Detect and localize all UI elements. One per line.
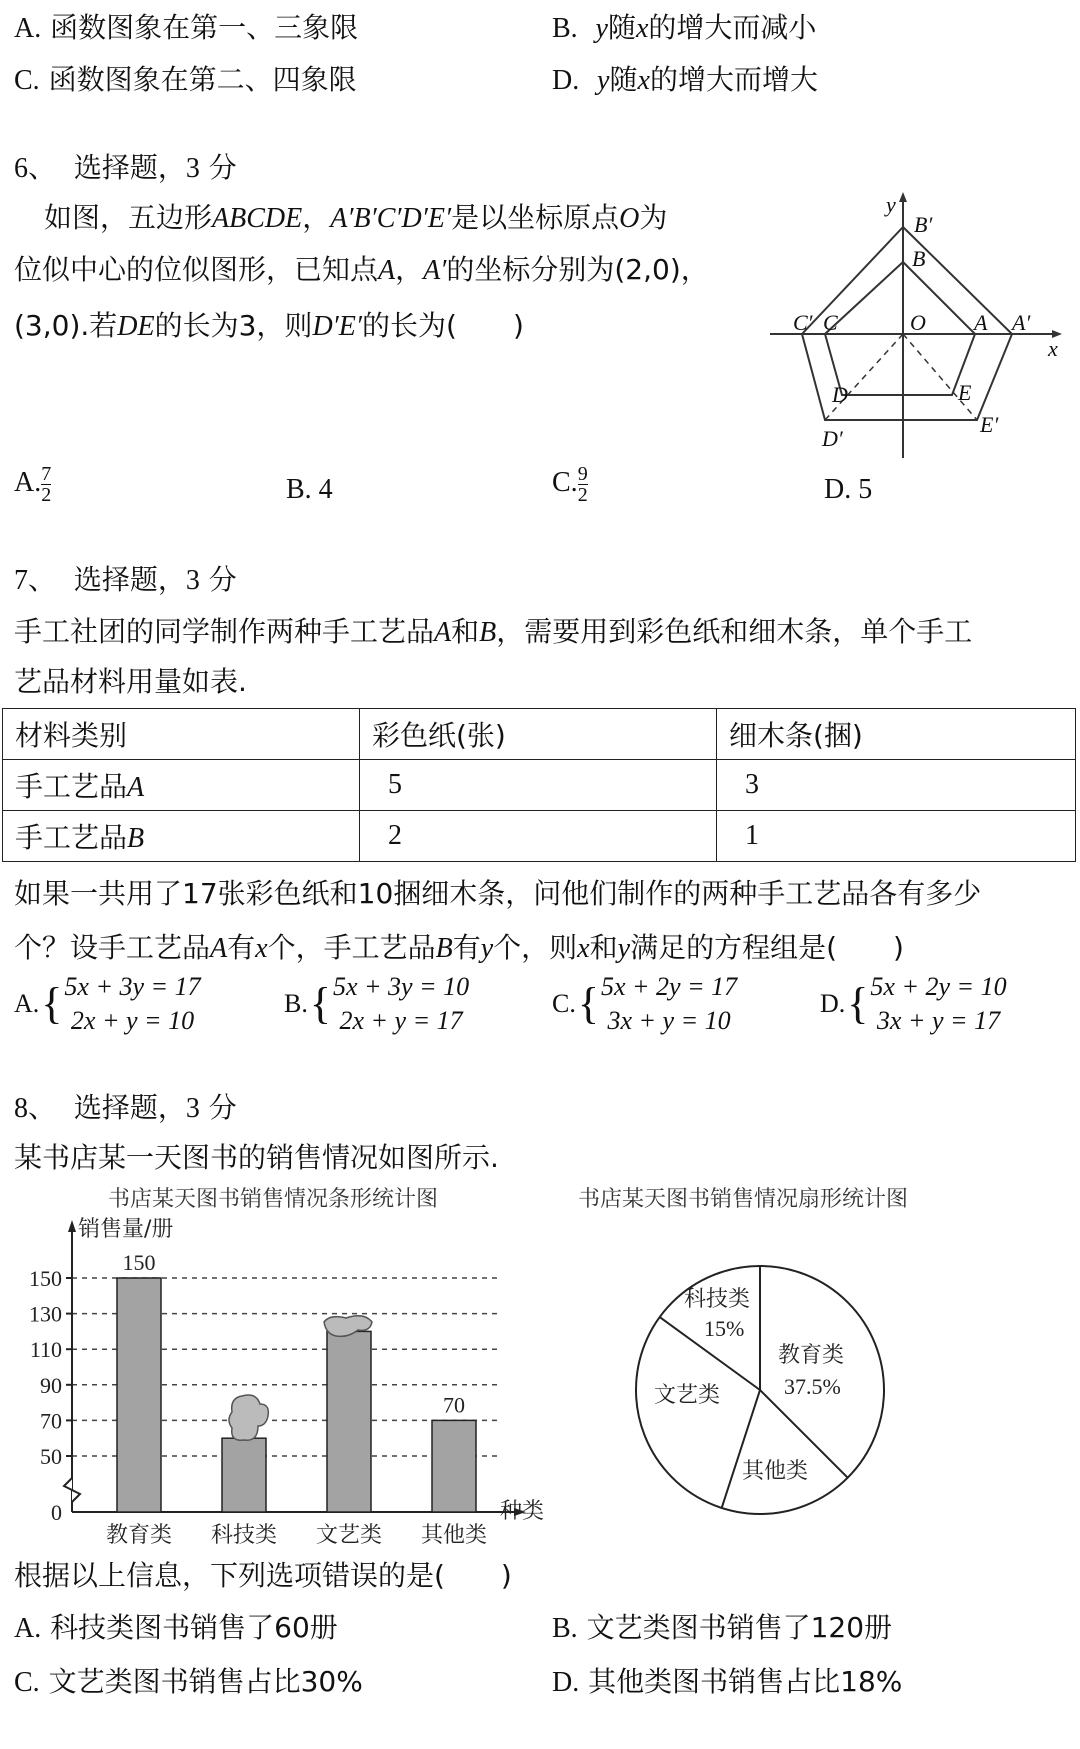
label-D-prime: D′ bbox=[822, 426, 843, 451]
bar-4 bbox=[432, 1420, 476, 1512]
bar-chart-title: 书店某天图书销售情况条形统计图 bbox=[108, 1187, 439, 1212]
label-B: B bbox=[912, 246, 926, 271]
label-B-prime: B′ bbox=[914, 212, 933, 237]
label-E-prime: E′ bbox=[980, 412, 999, 437]
inner-pentagon bbox=[825, 262, 975, 395]
bar-chart bbox=[0, 1178, 560, 1548]
label-E: E bbox=[958, 380, 972, 405]
q6-stem-line1: 如图，五边形ABCDE，A′B′C′D′E′是以坐标原点O为 bbox=[44, 201, 668, 234]
bar-3 bbox=[327, 1331, 371, 1512]
pie-chart bbox=[560, 1178, 1080, 1538]
q6-header: 6、 选择题，3 分 bbox=[14, 151, 237, 184]
table-cell: 5 bbox=[360, 760, 717, 811]
bar-category-label: 文艺类 bbox=[315, 1523, 383, 1548]
q6-stem-line3: (3,0).若DE的长为3，则D′E′的长为( ) bbox=[14, 309, 524, 342]
table-row bbox=[3, 760, 1076, 811]
q7-material-table bbox=[2, 708, 1076, 862]
table-cell: 3 bbox=[717, 760, 1076, 811]
q6-option-d: D. 5 bbox=[824, 474, 873, 505]
pie-label-tech: 科技类 bbox=[684, 1287, 751, 1312]
table-header-row bbox=[3, 709, 1076, 760]
q7-stem-line3: 如果一共用了17张彩色纸和10捆细木条，问他们制作的两种手工艺品各有多少 bbox=[14, 877, 982, 910]
table-header-cell: 细木条(捆) bbox=[717, 709, 1076, 760]
bar-2 bbox=[222, 1438, 266, 1512]
bar-data-label: 70 bbox=[443, 1392, 465, 1418]
bar-y-tick-label: 130 bbox=[29, 1301, 62, 1327]
label-C-prime: C′ bbox=[793, 310, 813, 335]
q5-option-a: A. 函数图象在第一、三象限 bbox=[14, 11, 359, 44]
label-y: y bbox=[886, 192, 896, 217]
q7-option-d: D. { 5x + 2y = 10 3x + y = 17 bbox=[820, 972, 1007, 1035]
q8-option-b: B. 文艺类图书销售了120册 bbox=[552, 1611, 893, 1644]
q6-option-a: A. $\frac{7}{2}$ bbox=[14, 463, 52, 506]
bar-y-label: 销售量/册 bbox=[78, 1217, 174, 1242]
q8-option-c: C. 文艺类图书销售占比30% bbox=[14, 1665, 363, 1698]
bar-x-label: 种类 bbox=[500, 1499, 545, 1524]
pie-pct-tech: 15% bbox=[704, 1316, 745, 1341]
q8-header: 8、 选择题，3 分 bbox=[14, 1091, 237, 1124]
q7-option-a: A. { 5x + 3y = 17 2x + y = 10 bbox=[14, 972, 201, 1035]
ink-blot-tech bbox=[229, 1395, 268, 1440]
q7-option-b: B. { 5x + 3y = 10 2x + y = 17 bbox=[284, 972, 470, 1035]
bar-y-tick-label: 90 bbox=[40, 1372, 62, 1398]
q7-stem-line1: 手工社团的同学制作两种手工艺品A和B，需要用到彩色纸和细木条，单个手工 bbox=[14, 615, 973, 648]
q7-stem-line4: 个？设手工艺品A有x个，手工艺品B有y个，则x和y满足的方程组是( ) bbox=[14, 931, 904, 964]
table-cell: 手工艺品B bbox=[3, 811, 360, 862]
q6-pentagon-figure bbox=[760, 190, 1080, 465]
pie-label-arts: 文艺类 bbox=[654, 1383, 721, 1408]
pie-label-education: 教育类 bbox=[778, 1343, 845, 1368]
bar-y-tick-label: 70 bbox=[40, 1408, 62, 1434]
bar-y-tick-label: 50 bbox=[40, 1444, 62, 1469]
q5-option-c: C. 函数图象在第二、四象限 bbox=[14, 63, 357, 96]
bar-1 bbox=[117, 1278, 161, 1512]
q6-option-c: C. $\frac{9}{2}$ bbox=[552, 463, 588, 506]
label-A-prime: A′ bbox=[1012, 310, 1031, 335]
bar-y-tick-label: 150 bbox=[29, 1266, 62, 1291]
table-row bbox=[3, 811, 1076, 862]
bar-category-label: 其他类 bbox=[420, 1523, 488, 1548]
q5-option-d: D. y随x的增大而增大 bbox=[552, 63, 818, 96]
q8-option-d: D. 其他类图书销售占比18% bbox=[552, 1665, 903, 1698]
axis-break bbox=[64, 1478, 80, 1502]
bar-data-label: 150 bbox=[122, 1250, 156, 1275]
table-cell: 手工艺品A bbox=[3, 760, 360, 811]
q7-option-c: C. { 5x + 2y = 17 3x + y = 10 bbox=[552, 972, 738, 1035]
pie-label-other: 其他类 bbox=[742, 1459, 809, 1484]
pie-chart-title: 书店某天图书销售情况扇形统计图 bbox=[578, 1187, 909, 1212]
q8-question: 根据以上信息，下列选项错误的是( ) bbox=[14, 1559, 512, 1592]
q7-header: 7、 选择题，3 分 bbox=[14, 563, 237, 596]
label-O: O bbox=[910, 310, 926, 335]
label-x: x bbox=[1048, 336, 1058, 361]
bar-y-tick-label: 0 bbox=[51, 1500, 62, 1525]
bar-category-label: 科技类 bbox=[210, 1523, 278, 1548]
q8-option-a: A. 科技类图书销售了60册 bbox=[14, 1611, 338, 1644]
table-cell: 2 bbox=[360, 811, 717, 862]
bar-y-axis-arrow bbox=[68, 1220, 76, 1232]
label-A: A bbox=[974, 310, 988, 335]
q5-option-b: B. y随x的增大而减小 bbox=[552, 11, 817, 44]
q6-stem-line2: 位似中心的位似图形，已知点A，A′的坐标分别为(2,0)， bbox=[14, 253, 709, 286]
bar-category-label: 教育类 bbox=[105, 1523, 173, 1548]
table-header-cell: 彩色纸(张) bbox=[360, 709, 717, 760]
label-D: D bbox=[832, 382, 848, 407]
q6-option-b: B. 4 bbox=[286, 474, 333, 505]
label-C: C bbox=[823, 310, 838, 335]
q7-stem-line2: 艺品材料用量如表. bbox=[14, 665, 247, 698]
bar-y-tick-label: 110 bbox=[29, 1337, 62, 1363]
table-cell: 1 bbox=[717, 811, 1076, 862]
q8-stem-line1: 某书店某一天图书的销售情况如图所示. bbox=[14, 1141, 499, 1174]
y-axis-arrow bbox=[899, 192, 907, 202]
table-header-cell: 材料类别 bbox=[3, 709, 360, 760]
pie-pct-education: 37.5% bbox=[784, 1374, 841, 1399]
